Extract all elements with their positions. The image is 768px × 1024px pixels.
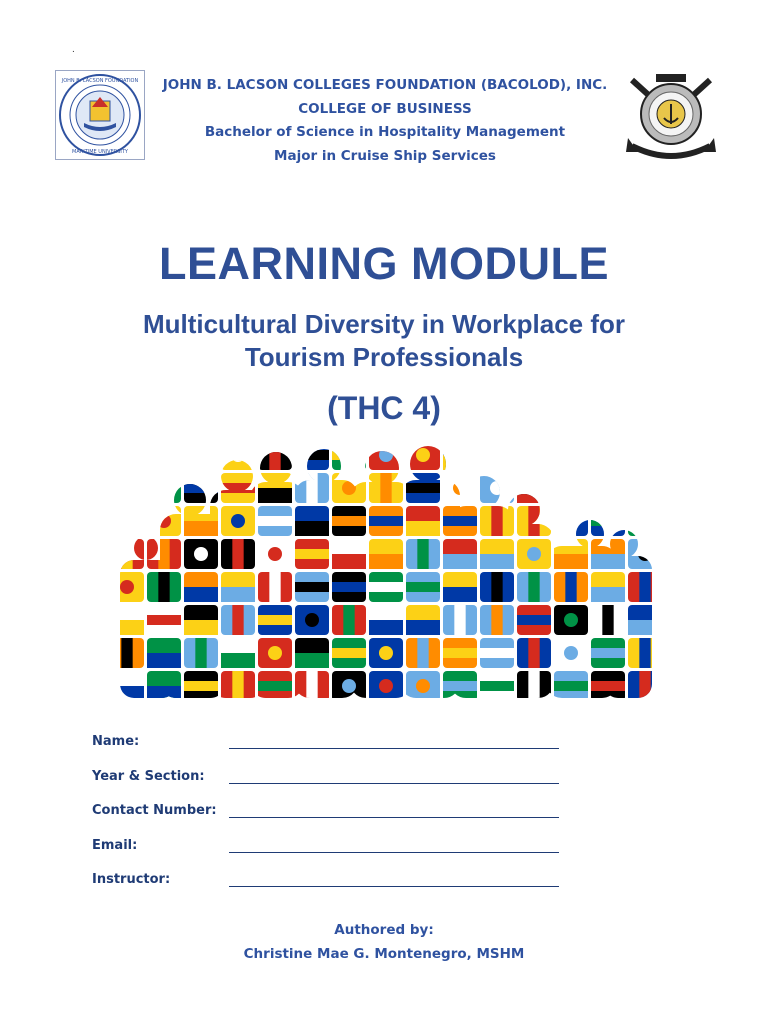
flag-tile: [591, 440, 625, 470]
flag-tile: [295, 539, 329, 569]
flag-tile: [184, 506, 218, 536]
flag-tile: [554, 440, 588, 470]
author-block: [0, 918, 768, 966]
flag-tile: [554, 539, 588, 569]
seal-text: JOHN B. LACSON FOUNDATION: [61, 78, 139, 84]
flag-tile: [221, 572, 255, 602]
institution-name: JOHN B. LACSON COLLEGES FOUNDATION (BACOLOD), INC.: [162, 77, 608, 93]
flag-tile: [406, 473, 440, 503]
major-name: Major in Cruise Ship Services: [274, 147, 496, 164]
name-field-line[interactable]: [229, 748, 559, 749]
flag-tile: [628, 671, 658, 698]
flag-tile: [295, 638, 329, 668]
flag-tile: [406, 671, 440, 698]
flag-tile: [517, 473, 551, 503]
flag-tile: [295, 671, 329, 698]
form-row-email: [92, 838, 572, 873]
flag-tile: [221, 605, 255, 635]
flag-tile: [406, 605, 440, 635]
flag-grid: [110, 440, 658, 698]
flag-tile: [406, 539, 440, 569]
flag-tile: [184, 440, 218, 470]
flag-tile: [406, 638, 440, 668]
flag-tile: [221, 506, 255, 536]
flag-tile: [517, 440, 551, 470]
flag-tile: [147, 671, 181, 698]
flag-tile: [628, 638, 658, 668]
flag-tile: [554, 671, 588, 698]
flag-tile: [628, 572, 658, 602]
flag-tile: [369, 473, 403, 503]
flag-tile: [295, 605, 329, 635]
flag-tile: [332, 671, 366, 698]
instructor-label: Instructor:: [92, 872, 171, 888]
flag-tile: [110, 539, 144, 569]
flag-tile: [369, 605, 403, 635]
flag-tile: [443, 539, 477, 569]
flag-tile: [184, 671, 218, 698]
flag-tile: [110, 671, 144, 698]
flag-tile: [480, 605, 514, 635]
flag-tile: [480, 671, 514, 698]
flag-tile: [258, 671, 292, 698]
flag-tile: [147, 539, 181, 569]
flag-tile: [221, 671, 255, 698]
college-name: COLLEGE OF BUSINESS: [298, 100, 472, 117]
flag-tile: [110, 506, 144, 536]
flag-tile: [480, 506, 514, 536]
flag-tile: [221, 539, 255, 569]
module-subtitle: [60, 308, 708, 374]
flag-tile: [517, 605, 551, 635]
student-info-form: [92, 734, 572, 907]
flag-tile: [258, 572, 292, 602]
flags-people-illustration: [110, 440, 658, 698]
flag-tile: [480, 539, 514, 569]
instructor-field-line[interactable]: [229, 886, 559, 887]
flag-tile: [443, 440, 477, 470]
flag-tile: [443, 605, 477, 635]
flag-tile: [147, 572, 181, 602]
flag-tile: [332, 473, 366, 503]
flag-tile: [258, 440, 292, 470]
flag-tile: [332, 539, 366, 569]
flag-tile: [443, 671, 477, 698]
flag-tile: [147, 605, 181, 635]
email-label: Email:: [92, 837, 138, 853]
flag-tile: [554, 605, 588, 635]
flag-tile: [591, 572, 625, 602]
flag-tile: [591, 638, 625, 668]
flag-tile: [221, 473, 255, 503]
flag-tile: [221, 638, 255, 668]
name-label: Name:: [92, 734, 140, 749]
flag-tile: [258, 473, 292, 503]
flag-tile: [110, 605, 144, 635]
program-name: Bachelor of Science in Hospitality Management: [204, 124, 566, 140]
flag-tile: [332, 605, 366, 635]
flag-tile: [110, 638, 144, 668]
flag-tile: [591, 605, 625, 635]
subtitle-line-2: Tourism Professionals: [244, 342, 524, 372]
flag-tile: [443, 572, 477, 602]
flag-tile: [406, 440, 440, 470]
authored-by-heading: Authored by:: [334, 922, 434, 938]
flag-tile: [184, 473, 218, 503]
flag-tile: [443, 506, 477, 536]
form-row-contact: [92, 803, 572, 838]
flag-tile: [258, 638, 292, 668]
flag-tile: [184, 572, 218, 602]
year-section-label: Year & Section:: [92, 768, 205, 784]
flag-tile: [332, 506, 366, 536]
flag-tile: [554, 473, 588, 503]
flag-tile: [369, 638, 403, 668]
flag-tile: [147, 638, 181, 668]
flag-tile: [517, 638, 551, 668]
flag-tile: [295, 572, 329, 602]
flag-tile: [295, 440, 329, 470]
author-name: Christine Mae G. Montenegro, MSHM: [243, 946, 525, 962]
year-section-field-line[interactable]: [229, 783, 559, 784]
flag-tile: [332, 440, 366, 470]
flag-tile: [443, 473, 477, 503]
stray-mark: .: [72, 44, 75, 55]
flag-tile: [147, 473, 181, 503]
flag-tile: [628, 539, 658, 569]
flag-tile: [258, 539, 292, 569]
header: [150, 74, 620, 168]
flag-tile: [480, 473, 514, 503]
flag-tile: [369, 506, 403, 536]
flag-tile: [369, 671, 403, 698]
flag-tile: [406, 572, 440, 602]
flag-tile: [110, 440, 144, 470]
form-row-year-section: [92, 769, 572, 804]
subtitle-line-1: Multicultural Diversity in Workplace for: [142, 309, 626, 339]
flag-tile: [332, 572, 366, 602]
flags-people-svg: [110, 440, 658, 698]
flag-tile: [369, 539, 403, 569]
flag-tile: [295, 473, 329, 503]
flag-tile: [184, 539, 218, 569]
flag-tile: [258, 506, 292, 536]
flag-tile: [406, 506, 440, 536]
flag-tile: [221, 440, 255, 470]
seal-text-bottom: MARITIME UNIVERSITY: [72, 149, 128, 155]
flag-tile: [591, 671, 625, 698]
flag-tile: [554, 506, 588, 536]
flag-tile: [184, 605, 218, 635]
flag-tile: [554, 638, 588, 668]
flag-tile: [369, 572, 403, 602]
university-seal-icon: [55, 70, 145, 160]
flag-tile: [258, 605, 292, 635]
flag-tile: [480, 572, 514, 602]
contact-number-label: Contact Number:: [92, 803, 217, 819]
flag-tile: [443, 638, 477, 668]
course-code: (THC 4): [327, 390, 441, 426]
flag-tile: [332, 638, 366, 668]
flag-tile: [517, 506, 551, 536]
flag-tile: [517, 539, 551, 569]
anchor-emblem-icon: [624, 66, 718, 160]
flag-tile: [517, 671, 551, 698]
flag-tile: [295, 506, 329, 536]
flag-tile: [554, 572, 588, 602]
flag-tile: [591, 506, 625, 536]
form-row-name: [92, 734, 572, 769]
flag-tile: [147, 440, 181, 470]
flag-tile: [628, 605, 658, 635]
flag-tile: [628, 473, 658, 503]
flag-tile: [147, 506, 181, 536]
flag-tile: [110, 572, 144, 602]
flag-tile: [628, 440, 658, 470]
flag-tile: [517, 572, 551, 602]
flag-tile: [591, 473, 625, 503]
flag-tile: [184, 638, 218, 668]
flag-tile: [369, 440, 403, 470]
flag-tile: [110, 473, 144, 503]
flag-tile: [480, 440, 514, 470]
flag-tile: [480, 638, 514, 668]
form-row-instructor: [92, 872, 572, 907]
email-field-line[interactable]: [229, 852, 559, 853]
page-title: LEARNING MODULE: [159, 238, 609, 289]
flag-tile: [591, 539, 625, 569]
contact-number-field-line[interactable]: [229, 817, 559, 818]
flag-tile: [628, 506, 658, 536]
